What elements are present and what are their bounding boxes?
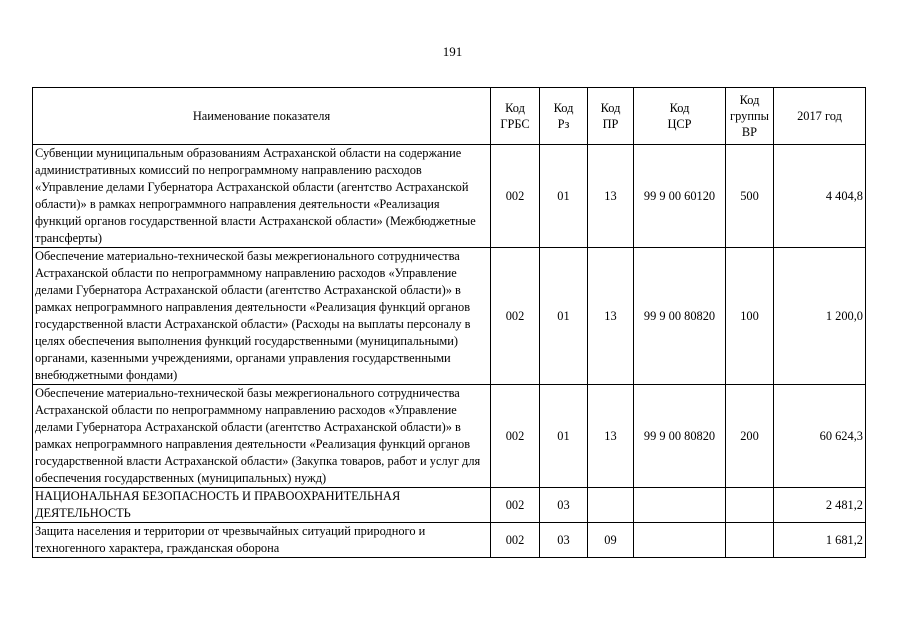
- header-year: 2017 год: [774, 88, 866, 145]
- row-rz: 01: [540, 385, 588, 488]
- header-vr-line3: ВР: [741, 125, 758, 139]
- row-amount: 60 624,3: [774, 385, 866, 488]
- table-header-row: [33, 88, 866, 145]
- row-vr: [726, 523, 774, 558]
- header-rz: [540, 88, 588, 145]
- row-name: Субвенции муниципальным образованиям Астраханской области на содержание административных комиссий по непрограммному направлению расходов «Управление делами Губернатора Астраханской области (агентство Астраханской области)» в рамках непрограммного направления деятельности «Реализация функций органов государственной власти Астраханской области» (Межбюджетные трансферты): [33, 145, 491, 248]
- row-name: Обеспечение материально-технической базы межрегионального сотрудничества Астраханской области по непрограммному направлению расходов «Управление делами Губернатора Астраханской области (агентство Астраханской области)» в рамках непрограммного направления деятельности «Реализация функций органов государственной власти Астраханской области» (Закупка товаров, работ и услуг для обеспечения государственных (муниципальных) нужд): [33, 385, 491, 488]
- header-csr: [634, 88, 726, 145]
- row-name: НАЦИОНАЛЬНАЯ БЕЗОПАСНОСТЬ И ПРАВООХРАНИТЕЛЬНАЯ ДЕЯТЕЛЬНОСТЬ: [33, 488, 491, 523]
- header-rz-line1: Код: [553, 101, 574, 115]
- row-grbs: 002: [491, 145, 540, 248]
- table-row: [33, 248, 866, 385]
- header-csr-line1: Код: [669, 101, 690, 115]
- row-vr: 100: [726, 248, 774, 385]
- table-row: [33, 385, 866, 488]
- row-pr: 13: [588, 145, 634, 248]
- table-row: [33, 145, 866, 248]
- header-vr-line1: Код: [739, 93, 760, 107]
- row-amount: 1 200,0: [774, 248, 866, 385]
- row-amount: 4 404,8: [774, 145, 866, 248]
- row-pr: 09: [588, 523, 634, 558]
- row-pr: 13: [588, 385, 634, 488]
- header-csr-line2: ЦСР: [667, 117, 692, 131]
- header-rz-line2: Рз: [557, 117, 570, 131]
- row-pr: 13: [588, 248, 634, 385]
- row-vr: [726, 488, 774, 523]
- row-csr: 99 9 00 80820: [634, 248, 726, 385]
- row-rz: 01: [540, 145, 588, 248]
- budget-table: [32, 87, 866, 558]
- row-grbs: 002: [491, 488, 540, 523]
- row-csr: 99 9 00 80820: [634, 385, 726, 488]
- row-grbs: 002: [491, 385, 540, 488]
- row-pr: [588, 488, 634, 523]
- header-vr-line2: группы: [730, 109, 769, 123]
- header-name: Наименование показателя: [33, 88, 491, 145]
- header-grbs-line1: Код: [505, 101, 525, 115]
- row-vr: 500: [726, 145, 774, 248]
- header-vr: [726, 88, 774, 145]
- table-row: [33, 523, 866, 558]
- header-pr: [588, 88, 634, 145]
- row-name: Защита населения и территории от чрезвычайных ситуаций природного и техногенного характера, гражданская оборона: [33, 523, 491, 558]
- page-number: 191: [442, 44, 463, 59]
- row-amount: 1 681,2: [774, 523, 866, 558]
- row-rz: 01: [540, 248, 588, 385]
- header-pr-line2: ПР: [602, 117, 619, 131]
- row-grbs: 002: [491, 248, 540, 385]
- row-csr: 99 9 00 60120: [634, 145, 726, 248]
- row-csr: [634, 523, 726, 558]
- row-rz: 03: [540, 488, 588, 523]
- row-grbs: 002: [491, 523, 540, 558]
- header-grbs-line2: ГРБС: [500, 117, 530, 131]
- header-grbs: [491, 88, 540, 145]
- row-name: Обеспечение материально-технической базы межрегионального сотрудничества Астраханской области по непрограммному направлению расходов «Управление делами Губернатора Астраханской области (агентство Астраханской области)» в рамках непрограммного направления деятельности «Реализация функций органов государственной власти Астраханской области» (Расходы на выплаты персоналу в целях обеспечения выполнения функций государственными (муниципальными) органами, казенными учреждениями, органами управления государственными внебюджетными фондами): [33, 248, 491, 385]
- row-rz: 03: [540, 523, 588, 558]
- row-vr: 200: [726, 385, 774, 488]
- header-pr-line1: Код: [600, 101, 621, 115]
- row-csr: [634, 488, 726, 523]
- table-row: [33, 488, 866, 523]
- row-amount: 2 481,2: [774, 488, 866, 523]
